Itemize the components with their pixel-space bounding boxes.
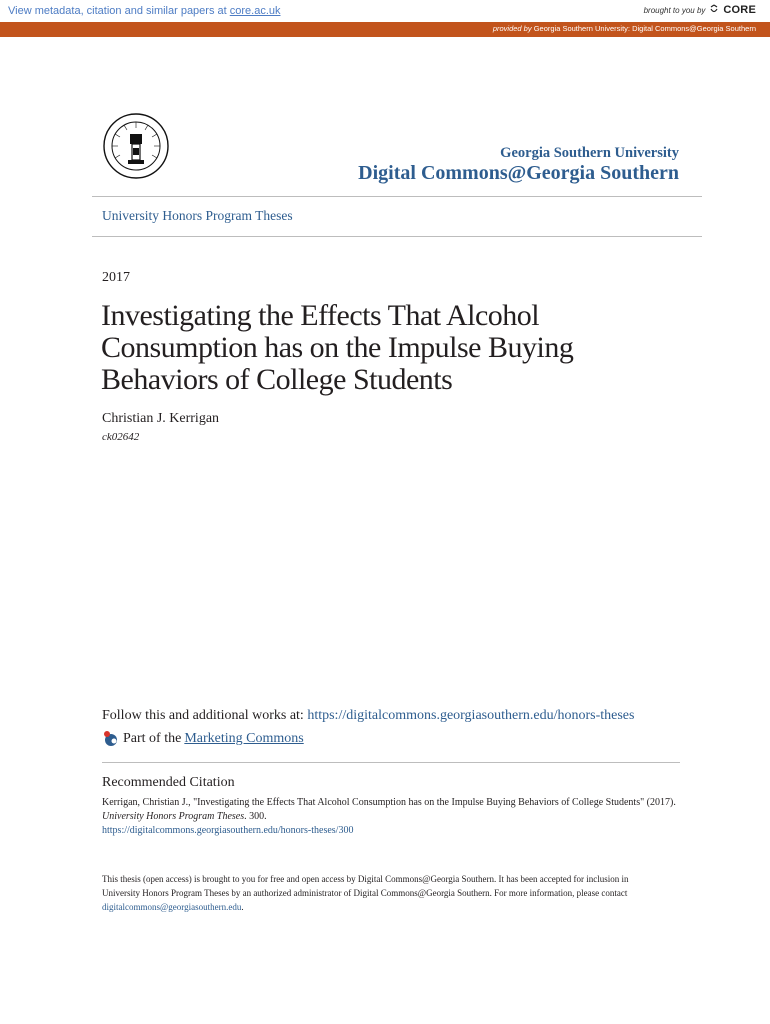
university-seal-icon (102, 112, 170, 180)
core-banner (0, 0, 770, 22)
recommended-citation-heading: Recommended Citation (102, 775, 235, 790)
view-metadata-link[interactable] (8, 5, 281, 17)
publication-year: 2017 (102, 270, 130, 285)
links-divider (102, 762, 680, 763)
notice-text: This thesis (open access) is brought to you for free and open access by Digital Commons@Georgia Southern. It has been accepted for inclusion in University Honors Program Theses by an authorized administrator of Digital Commons@Georgia Southern. For more information, please contact (102, 874, 629, 898)
part-of-line (102, 730, 304, 748)
marketing-commons-link[interactable]: Marketing Commons (184, 731, 304, 746)
notice-end: . (241, 902, 244, 912)
author-name: Christian J. Kerrigan (102, 411, 220, 426)
follow-line (102, 708, 634, 724)
provided-by-source: Georgia Southern University: Digital Commons@Georgia Southern (531, 24, 756, 33)
series-divider (92, 236, 702, 237)
access-notice (102, 872, 662, 914)
citation-number: . 300. (244, 811, 267, 822)
follow-url-link[interactable]: https://digitalcommons.georgiasouthern.edu/honors-theses (307, 708, 635, 723)
brought-to-you-text: brought to you by (643, 5, 706, 15)
core-ac-uk-link[interactable]: core.ac.uk (229, 5, 281, 17)
citation-body: Kerrigan, Christian J., "Investigating the Effects That Alcohol Consumption has on the Impulse Buying Behaviors of College Students" (2017). (102, 797, 676, 808)
document-title: Investigating the Effects That Alcohol Consumption has on the Impulse Buying Behaviors of College Students (101, 299, 574, 396)
provided-by-text[interactable] (493, 24, 756, 33)
contact-email-link[interactable]: digitalcommons@georgiasouthern.edu (102, 902, 242, 912)
follow-label: Follow this and additional works at: (102, 708, 308, 723)
author-id: ck02642 (102, 431, 140, 443)
citation-series: University Honors Program Theses (102, 811, 245, 822)
core-logo-text: CORE (723, 4, 756, 16)
provided-by-label: provided by (492, 24, 532, 33)
part-of-label: Part of the (123, 731, 182, 746)
repository-name[interactable]: Digital Commons@Georgia Southern (358, 162, 679, 184)
header-divider (92, 196, 702, 197)
citation-url-link[interactable]: https://digitalcommons.georgiasouthern.edu/honors-theses/300 (102, 825, 354, 836)
series-link[interactable]: University Honors Program Theses (102, 208, 293, 223)
university-name: Georgia Southern University (500, 145, 679, 161)
core-logo-icon (709, 4, 719, 16)
network-commons-icon (102, 730, 120, 748)
view-metadata-text: View metadata, citation and similar papers at (8, 5, 230, 17)
citation-text (102, 796, 682, 838)
core-branding[interactable] (644, 4, 756, 16)
provided-by-bar (0, 22, 770, 37)
